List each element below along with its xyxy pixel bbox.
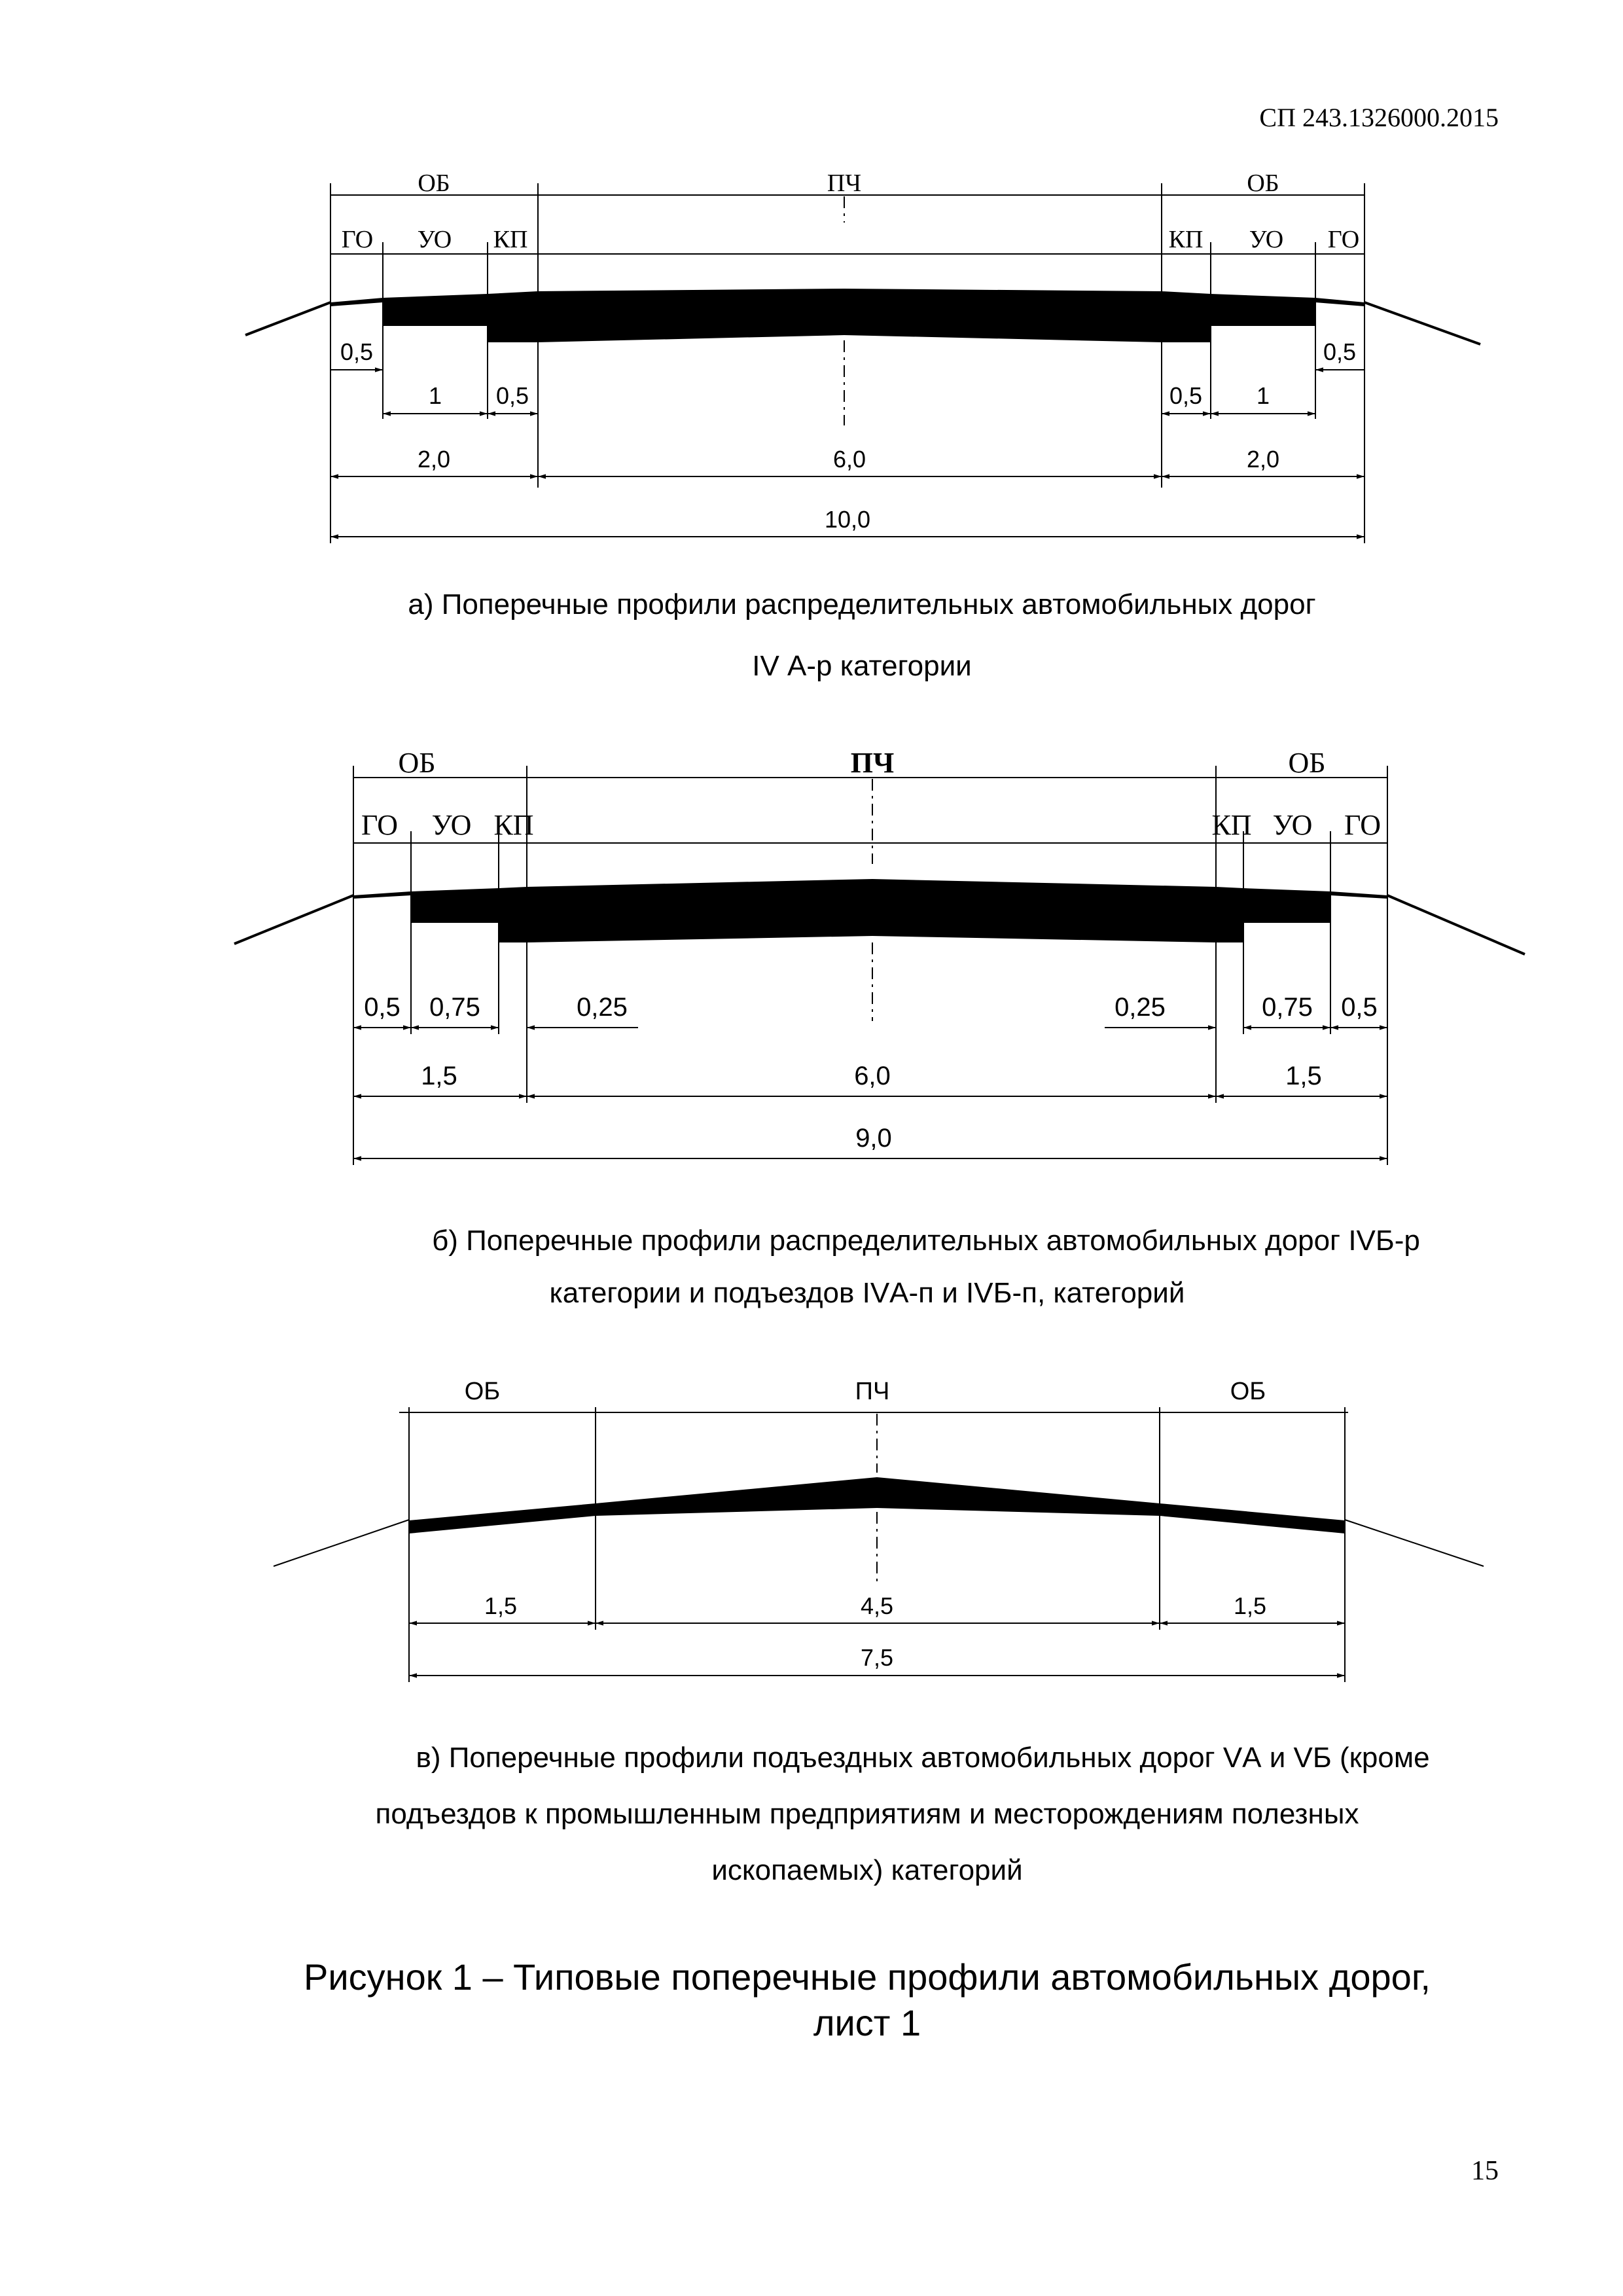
profile-a-total-width: 10,0	[824, 506, 871, 533]
profile-b-shoulder-left-label: ОБ	[398, 747, 436, 779]
profile-a-cross-section	[245, 170, 1480, 543]
profile-a-go-right-label: ГО	[1327, 226, 1360, 253]
profile-b-uo-left-label: УО	[431, 809, 472, 841]
profile-a-go-left-label: ГО	[341, 226, 374, 253]
profile-c-shoulder-right-label: ОБ	[1230, 1378, 1266, 1405]
profile-b-go-left-label: ГО	[361, 809, 399, 841]
profile-a-kp-left-width: 0,5	[495, 382, 529, 409]
profile-b-caption-line-2: категории и подъездов IVА-п и IVБ-п, категорий	[549, 1277, 1185, 1309]
profile-b-carriageway-label: ПЧ	[850, 747, 895, 779]
profile-c-caption-line-3: ископаемых) категорий	[711, 1854, 1023, 1886]
profile-a-go-left-width: 0,5	[340, 338, 374, 365]
profile-a-caption-line-2: IV А-р категории	[752, 650, 972, 682]
profile-a-kp-left-label: КП	[493, 226, 528, 253]
profile-c-shoulder-left-label: ОБ	[464, 1378, 501, 1405]
profile-a-shoulder-right-label: ОБ	[1247, 170, 1279, 197]
profile-b-shoulder-left-width: 1,5	[421, 1062, 457, 1090]
profile-c-caption-line-2: подъездов к промышленным предприятиям и месторождениям полезных	[375, 1798, 1359, 1830]
profile-a-caption	[408, 588, 1315, 682]
profile-c-carriageway-width: 4,5	[860, 1592, 894, 1619]
profile-c-caption-line-1: в) Поперечные профили подъездных автомобильных дорог VА и VБ (кроме	[416, 1742, 1430, 1774]
profile-a-uo-right-label: УО	[1249, 226, 1284, 253]
profile-b-kp-left-label: КП	[493, 809, 534, 841]
profile-a-caption-line-1: а) Поперечные профили распределительных автомобильных дорог	[408, 588, 1316, 620]
profile-a-uo-left-width: 1	[428, 382, 442, 409]
profile-b-uo-right-label: УО	[1272, 809, 1313, 841]
profile-a-kp-right-width: 0,5	[1169, 382, 1203, 409]
profile-a-dimension-values	[340, 338, 1356, 533]
profile-a-carriageway-label: ПЧ	[827, 170, 862, 197]
profile-c-total-width: 7,5	[860, 1644, 894, 1671]
profile-a-carriageway-width: 6,0	[832, 446, 866, 473]
profile-b-go-right-width: 0,5	[1341, 993, 1378, 1022]
figure-title-line-1: Рисунок 1 – Типовые поперечные профили автомобильных дорог,	[304, 1956, 1431, 1998]
profile-b-road-body	[234, 879, 1525, 954]
document-code: СП 243.1326000.2015	[1259, 103, 1499, 132]
profile-b-go-left-width: 0,5	[364, 993, 401, 1022]
profile-a-kp-right-label: КП	[1168, 226, 1204, 253]
profile-b-uo-left-width: 0,75	[429, 993, 480, 1022]
profile-a-shoulder-left-width: 2,0	[417, 446, 451, 473]
profile-b-go-right-label: ГО	[1344, 809, 1382, 841]
profile-b-zone-labels	[361, 747, 1381, 841]
profile-b-caption-line-1: б) Поперечные профили распределительных автомобильных дорог IVБ-р	[432, 1225, 1420, 1257]
profile-b-caption	[432, 1225, 1420, 1309]
profile-b-shoulder-right-label: ОБ	[1288, 747, 1326, 779]
profile-c-cross-section	[274, 1378, 1484, 1682]
profile-a-go-right-width: 0,5	[1323, 338, 1357, 365]
figure-title	[304, 1956, 1431, 2043]
profile-b-kp-left-width: 0,25	[577, 993, 628, 1022]
profile-b-uo-right-width: 0,75	[1262, 993, 1313, 1022]
profile-b-total-width: 9,0	[855, 1124, 892, 1153]
profile-b-kp-right-width: 0,25	[1115, 993, 1166, 1022]
profile-b-shoulder-right-width: 1,5	[1285, 1062, 1322, 1090]
profile-c-shoulder-right-width: 1,5	[1233, 1592, 1267, 1619]
profile-b-kp-right-label: КП	[1211, 809, 1252, 841]
profile-c-carriageway-label: ПЧ	[855, 1378, 890, 1405]
profile-a-uo-left-label: УО	[417, 226, 452, 253]
profile-c-zone-dimension-lines	[399, 1407, 1348, 1682]
profile-b-carriageway-width: 6,0	[854, 1062, 891, 1090]
profile-c-caption	[376, 1742, 1430, 1886]
profile-c-dimension-values	[484, 1592, 1266, 1671]
profile-a-shoulder-left-label: ОБ	[418, 170, 450, 197]
figure-title-line-2: лист 1	[813, 2002, 921, 2043]
profile-c-road-body	[274, 1477, 1484, 1566]
page-number: 15	[1471, 2156, 1499, 2186]
profile-a-zone-labels	[342, 170, 1359, 253]
profile-c-shoulder-left-width: 1,5	[484, 1592, 518, 1619]
profile-a-shoulder-right-width: 2,0	[1246, 446, 1280, 473]
profile-b-cross-section	[234, 747, 1525, 1165]
profile-a-uo-right-width: 1	[1256, 382, 1270, 409]
profile-a-zone-dimension-lines	[330, 183, 1364, 543]
profile-a-road-body	[245, 289, 1480, 344]
profile-c-zone-labels	[465, 1378, 1266, 1405]
profile-b-dimension-values	[364, 993, 1378, 1153]
